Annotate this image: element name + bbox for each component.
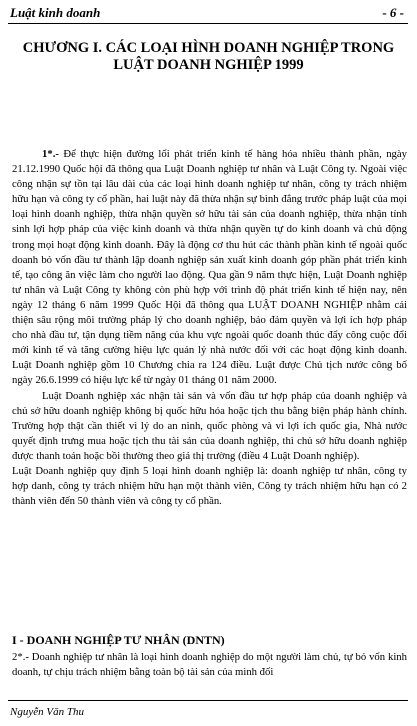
footer-author: Nguyễn Văn Thu: [10, 706, 84, 718]
header-book-title: Luật kinh doanh: [10, 5, 101, 20]
chapter-title-line-2: LUẬT DOANH NGHIỆP 1999: [113, 57, 304, 73]
section-heading: I - DOANH NGHIỆP TƯ NHÂN (DNTN): [12, 633, 225, 647]
footer-rule: [8, 700, 408, 701]
section-paragraph-text: Doanh nghiệp tư nhân là loại hình doanh nghiệp do một người làm chủ, tự bỏ vốn kinh doanh, tự chịu trách nhiệm bằng toàn bộ tài sản của mình đối: [12, 651, 407, 679]
section-paragraph-number: 2*.-: [12, 651, 29, 663]
paragraph-3: Luật Doanh nghiệp quy định 5 loại hình doanh nghiệp là: doanh nghiệp tư nhân, công ty hợp danh, công ty trách nhiệm hữu hạn một thành viên, Công ty trách nhiệm hữu hạn có 2 thành viên đến 50 thành viên và công ty cổ phần.: [12, 464, 407, 508]
paragraph-1-text: Để thực hiện đường lối phát triển kinh tế hàng hóa nhiều thành phần, ngày 21.12.1990 Quốc hội đã thông qua Luật Doanh nghiệp tư nhân và Luật Công ty. Ngoài việc công nhận sự tồn tại lâu dài của các loại hình doanh nghiệp tư nhân, công ty trách nhiệm hữu hạn và công ty cổ phần, hai luật này đã thừa nhận sự bình đẳng trước pháp luật của mọi loại hình doanh nghiệp, thừa nhận quyền sở hữu tài sản của doanh nghiệp, thừa nhận tính sinh lợi hợp pháp của việc kinh doanh và thừa nhận quyền tự do kinh doanh và chủ động trong mọi hoạt động kinh doanh. Đây là động cơ thu hút các thành phần kinh tế ngoài quốc doanh bỏ vốn đầu tư thành lập doanh nghiệp sản xuất kinh doanh góp phần phát triển kinh tế, tạo công ăn việc làm cho người lao động. Qua gần 9 năm thực hiện, Luật Doanh nghiệp tư nhân và Luật Công ty không còn phù hợp với trình độ phát triển kinh tế hiện nay, nên ngày 12 tháng 6 năm 1999 Quốc Hội đã thông qua LUẬT DOANH NGHIỆP nhằm cải thiện sâu rộng môi trường pháp lý cho doanh nghiệp, bảo đảm quyền và lợi ích hợp pháp cho nhà đầu tư, tận dụng tiềm năng của khu vực ngoài quốc doanh thúc đẩy công cuộc đổi mới kinh tế và tăng cường hiệu lực quản lý nhà nước đối với các hoạt động kinh doanh. Luật Doanh nghiệp gồm 10 Chương chia ra 124 điều. Luật được Chủ tịch nước công bố ngày 26.6.1999 có hiệu lực kể từ ngày 01 tháng 01 năm 2000.: [12, 148, 407, 387]
paragraph-1: [12, 147, 407, 389]
chapter-title-line-1: CHƯƠNG I. CÁC LOẠI HÌNH DOANH NGHIỆP TRONG: [22, 40, 395, 56]
paragraph-1-number: 1*.-: [42, 148, 59, 160]
chapter-title: [12, 40, 405, 74]
page-header: [8, 3, 408, 24]
paragraph-2: Luật Doanh nghiệp xác nhận tài sản và vốn đầu tư hợp pháp của doanh nghiệp và chủ sở hữu doanh nghiệp không bị quốc hữu hóa hoặc tịch thu bằng biện pháp hành chính. Trường hợp thật cần thiết vì lý do an ninh, quốc phòng và vì lợi ích quốc gia, Nhà nước quyết định trưng mua hoặc tịch thu tài sản của doanh nghiệp, thì chủ sở hữu doanh nghiệp được thanh toán hoặc bồi thường theo giá thị trường (điều 4 Luật Doanh nghiệp).: [12, 389, 407, 462]
chapter-body: [12, 147, 407, 509]
header-page-number: - 6 -: [382, 5, 404, 20]
section-paragraph: [12, 650, 407, 680]
